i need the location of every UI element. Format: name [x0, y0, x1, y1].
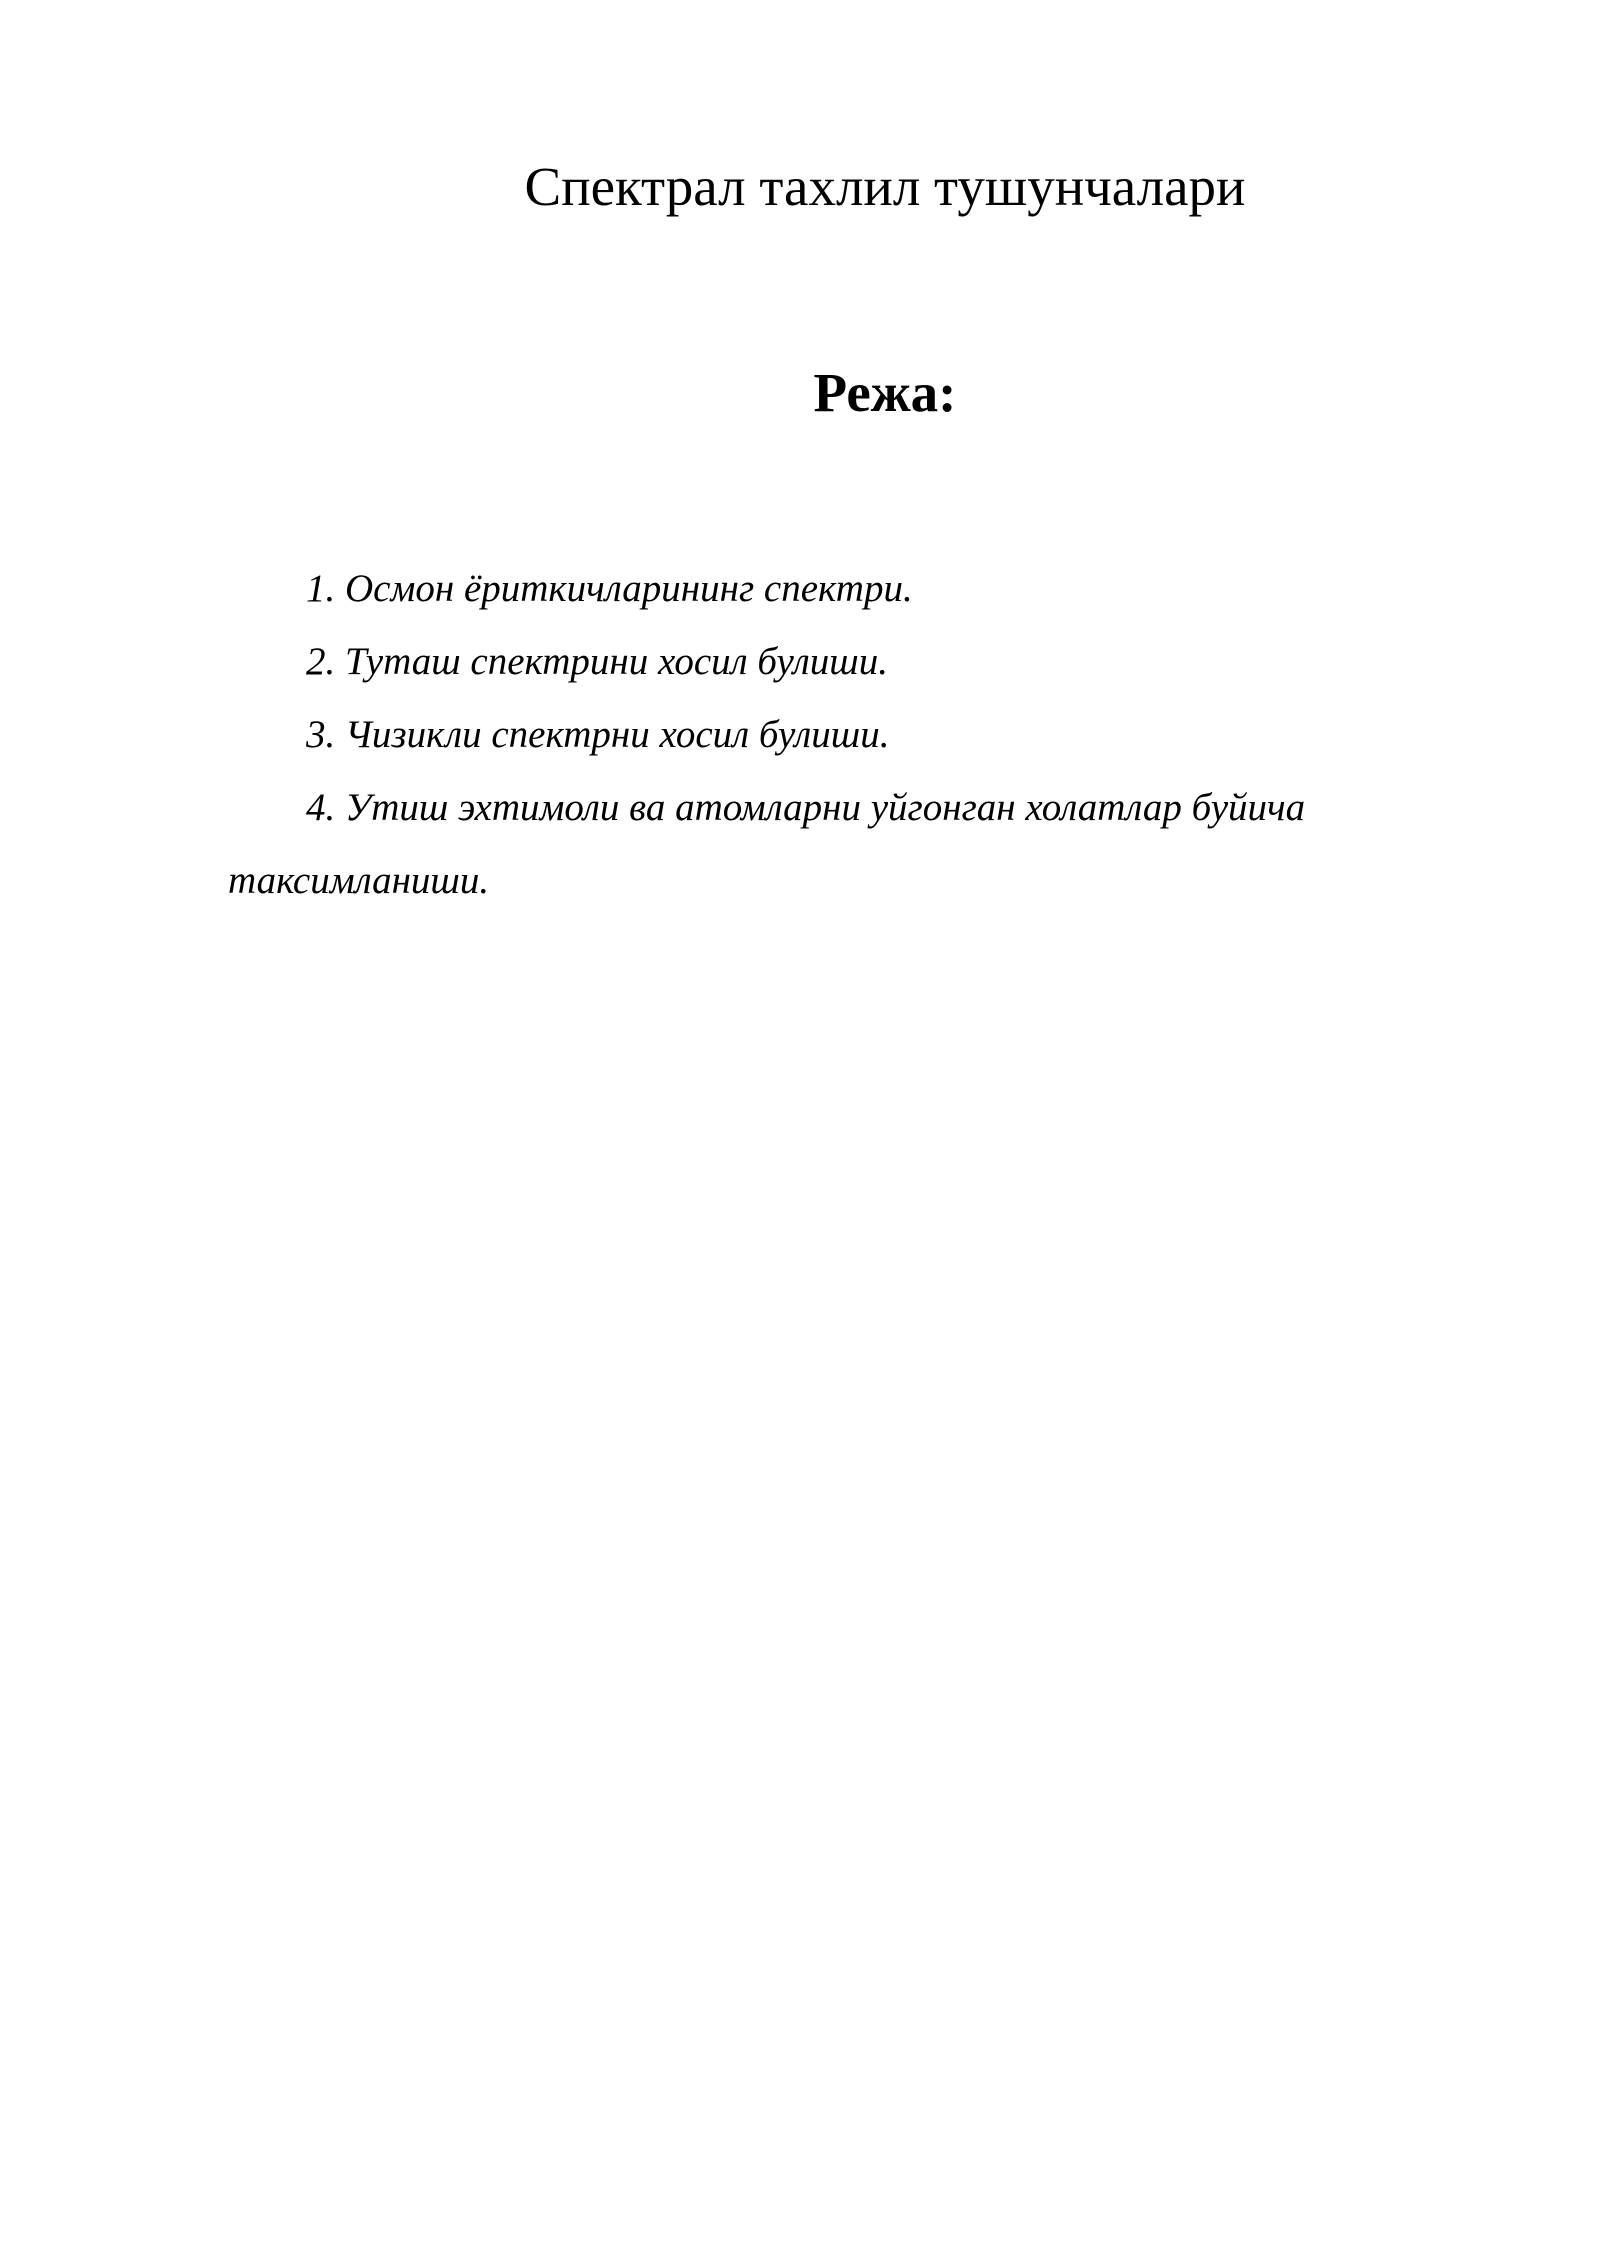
plan-item-text: Утиш эхтимоли ва атомларни уйгонган холатлар буйича таксимланиши.: [228, 786, 1306, 902]
plan-item: [228, 625, 1428, 698]
plan-item-text: Осмон ёриткичларининг спектри.: [345, 567, 913, 610]
plan-item-number: 4.: [306, 786, 336, 829]
plan-item: [228, 698, 1428, 771]
plan-item-number: 3.: [306, 713, 336, 756]
plan-item-text: Туташ спектрини хосил булиши.: [345, 640, 888, 683]
plan-item-number: 1.: [306, 567, 336, 610]
plan-item: [228, 771, 1428, 917]
plan-heading: Режа:: [813, 362, 957, 423]
plan-item: [228, 552, 1428, 625]
document-title: Спектрал тахлил тушунчалари: [524, 156, 1246, 217]
plan-item-text: Чизикли спектрни хосил булиши.: [345, 713, 890, 756]
plan-item-number: 2.: [306, 640, 336, 683]
plan-list: [228, 552, 1428, 917]
